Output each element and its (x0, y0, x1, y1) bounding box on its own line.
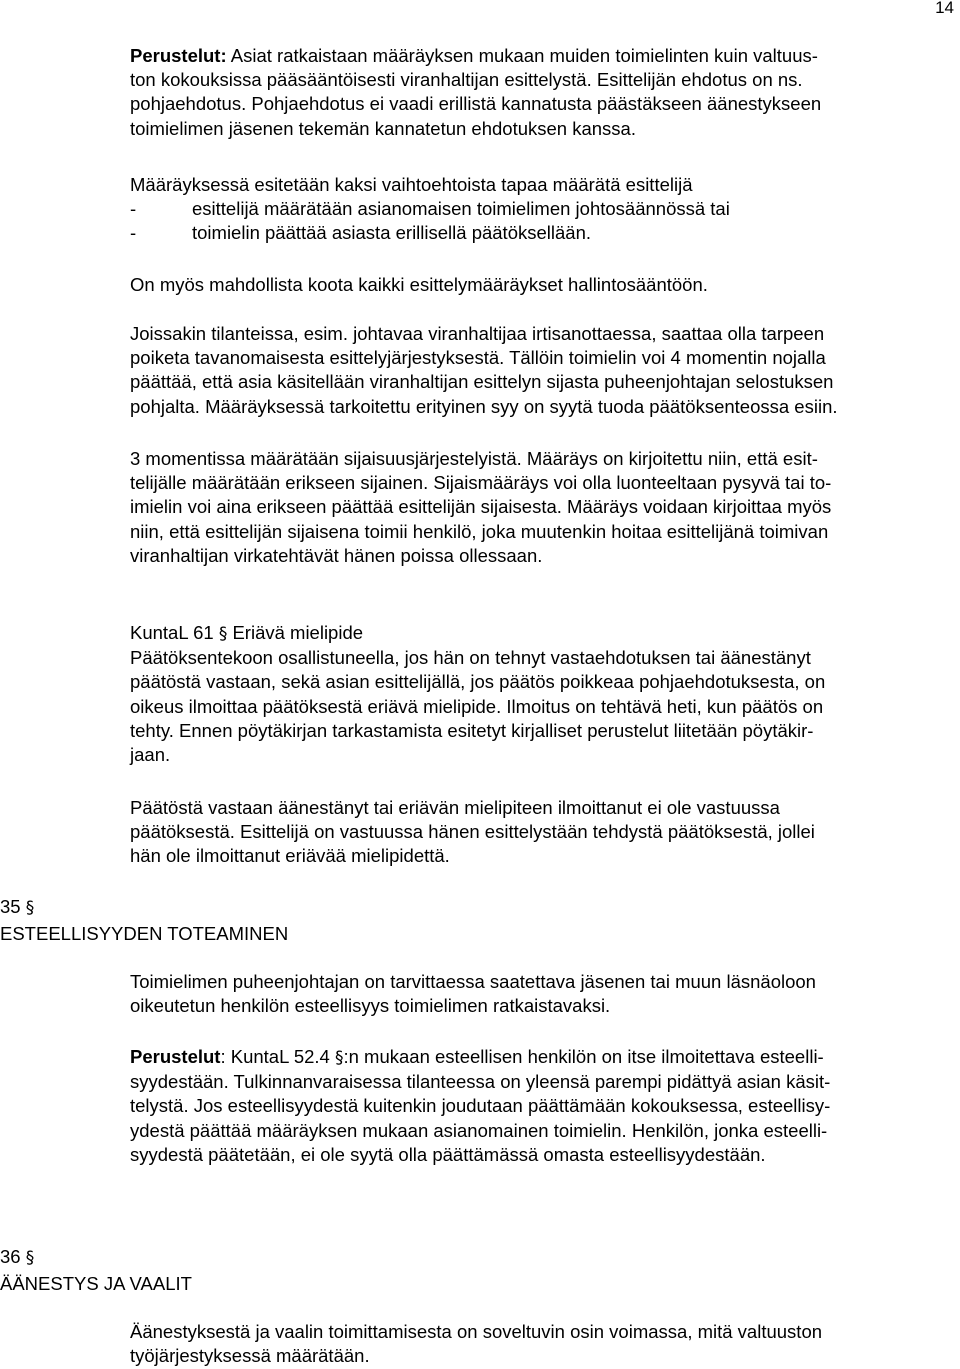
section-sign: § (25, 1248, 35, 1268)
paragraph: Toimielimen puheenjohtajan on tarvittaessa saatettava jäsenen tai muun läsnäoloon oikeutetun henkilön esteellisyys toimielimen ratkaistavaksi. (130, 971, 816, 1017)
paragraph: On myös mahdollista koota kaikki esittelymääräykset hallintosääntöön. (130, 274, 708, 295)
list-item: - esittelijä määrätään asianomaisen toimielimen johtosäännössä tai (130, 198, 730, 220)
paragraph: Joissakin tilanteissa, esim. johtavaa viranhaltijaa irtisanottaessa, saattaa olla tarpeen poiketa tavanomaisesta esittelyjärjestyksestä. Tällöin toimielin voi 4 momentin nojalla päättää, että asia käsitellään viranhaltijan esittelyn sijasta puheenjohtajan selostuksen pohjalta. Määräyksessä tarkoitettu erityinen syy on syytä tuoda päätöksenteossa esiin. (130, 323, 838, 417)
section-title: ÄÄNESTYS JA VAALIT (0, 1273, 192, 1294)
page-number: 14 (935, 0, 954, 17)
law-reference: KuntaL 61 § Eriävä mielipide (130, 622, 364, 644)
paragraph: 3 momentissa määrätään sijaisuusjärjestelyistä. Määräys on kirjoitettu niin, että esit- telijälle määrätään erikseen sijainen. Sijaismääräys voi olla luonteeltaan pysyvä tai to- imielin voi aina erikseen päättää esittelijän sijaisesta. Määräys voidaan kirjoittaa myös niin, että esittelijän sijaisena toimii henkilö, joka muutenkin hoitaa esittelijänä toimivan viranhaltijan virkatehtävät hänen poissa ollessaan. (130, 448, 832, 566)
section-36-heading: 36 § ÄÄNESTYS JA VAALIT (0, 1244, 192, 1297)
perustelut-label: Perustelut: (130, 45, 227, 66)
section-title: ESTEELLISYYDEN TOTEAMINEN (0, 923, 289, 944)
section-sign: § (334, 1048, 344, 1068)
section-35-heading: 35 § ESTEELLISYYDEN TOTEAMINEN (0, 894, 288, 947)
presenter-options-paragraph: Määräyksessä esitetään kaksi vaihtoehtoista tapaa määrätä esittelijä - esittelijä määrätään asianomaisen toimielimen johtosäännössä tai - toimielin päättää asiasta erillisellä päätöksellään. (130, 173, 954, 246)
kuntal-61-block: KuntaL 61 § Eriävä mielipide Päätöksentekoon osallistuneella, jos hän on tehnyt vastaehdotuksen tai äänestänyt päätöstä vastaan, sekä asian esittelijällä, jos päätös poikkeaa pohjaehdotuksesta, on oikeus ilmoittaa päätöksestä eriävä mielipide. Ilmoitus on tehtävä heti, kun päätös on tehty. Ennen pöytäkirjan tarkastamista esitetyt kirjalliset perustelut liitetään pöytäkir- jaan. (130, 621, 954, 767)
paragraph: Päätöstä vastaan äänestänyt tai eriävän mielipiteen ilmoittanut ei ole vastuussa päätöksestä. Esittelijä on vastuussa hänen esittelystään tehdystä päätöksestä, jollei hän ole ilmoittanut eriävää mielipidettä. (130, 797, 815, 867)
paragraph: Äänestyksestä ja vaalin toimittamisesta on soveltuvin osin voimassa, mitä valtuuston työjärjestyksessä määrätään. (130, 1321, 823, 1367)
perustelut-label: Perustelut (130, 1046, 221, 1067)
perustelut-paragraph: Perustelut: KuntaL 52.4 §:n mukaan esteellisen henkilön on itse ilmoitettava esteelli- syydestään. Tulkinnanvaraisessa tilanteessa on yleensä parempi pidättyä asian käsit- telystä. Jos esteellisyydestä kuitenkin joudutaan päättämään kokouksessa, esteellisy- ydestä päättää määräyksen mukaan asianomainen toimielin. Henkilön, jonka esteelli- syydestä päätetään, ei ole syytä olla päättämässä omasta esteellisyydestään. (130, 1046, 831, 1165)
section-sign: § (25, 898, 35, 918)
perustelut-paragraph: Perustelut: Asiat ratkaistaan määräyksen mukaan muiden toimielinten kuin valtuus- ton kokouksissa pääsääntöisesti viranhaltijan esittelystä. Esittelijän ehdotus on ns. pohjaehdotus. Pohjaehdotus ei vaadi erillistä kannatusta päästäkseen äänestykseen toimielimen jäsenen tekemän kannatetun ehdotuksen kanssa. (130, 45, 822, 139)
list-item: - toimielin päättää asiasta erillisellä päätöksellään. (130, 222, 592, 244)
section-sign: § (218, 624, 228, 644)
